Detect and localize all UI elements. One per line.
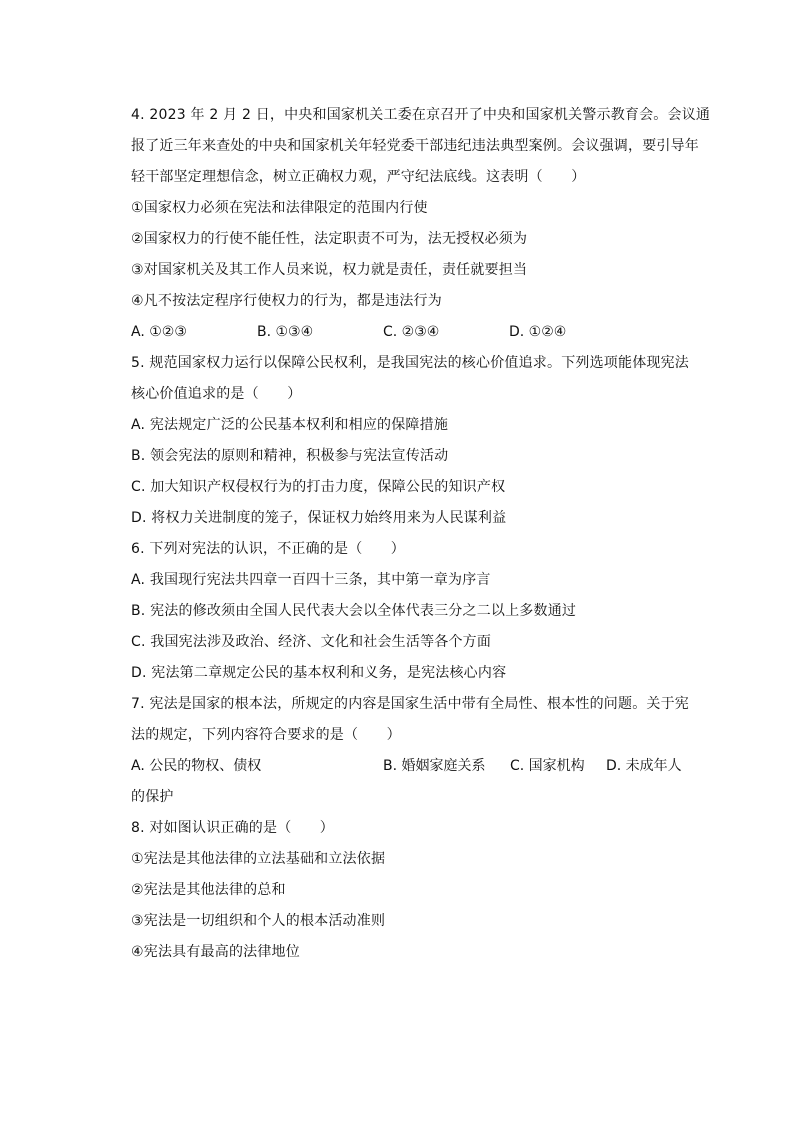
q7-option-a: A. 公民的物权、债权 bbox=[131, 758, 262, 774]
q4-option-a: A. ①②③ bbox=[131, 324, 187, 340]
q8-item-3: ③宪法是一切组织和个人的根本活动准则 bbox=[131, 913, 386, 929]
q4-option-d: D. ①②④ bbox=[509, 324, 567, 340]
q4-item-3: ③对国家机关及其工作人员来说，权力就是责任，责任就要担当 bbox=[131, 262, 528, 278]
q5-stem-line-1: 5. 规范国家权力运行以保障公民权利，是我国宪法的核心价值追求。下列选项能体现宪法 bbox=[131, 355, 690, 371]
q5-stem-line-2: 核心价值追求的是（ ） bbox=[131, 386, 302, 402]
q7-option-c: C. 国家机构 bbox=[510, 758, 585, 774]
q6-option-b: B. 宪法的修改须由全国人民代表大会以全体代表三分之二以上多数通过 bbox=[131, 603, 577, 619]
q4-option-b: B. ①③④ bbox=[257, 324, 314, 340]
q4-options bbox=[131, 317, 691, 348]
q6-option-d: D. 宪法第二章规定公民的基本权利和义务，是宪法核心内容 bbox=[131, 665, 507, 681]
q4-item-2: ②国家权力的行使不能任性，法定职责不可为，法无授权必须为 bbox=[131, 231, 528, 247]
q4-option-c: C. ②③④ bbox=[383, 324, 440, 340]
q8-stem-line-1: 8. 对如图认识正确的是（ ） bbox=[131, 820, 335, 836]
q4-item-1: ①国家权力必须在宪法和法律限定的范围内行使 bbox=[131, 200, 428, 216]
q8-item-2: ②宪法是其他法律的总和 bbox=[131, 882, 286, 898]
q5-option-d: D. 将权力关进制度的笼子，保证权力始终用来为人民谋利益 bbox=[131, 510, 507, 526]
q7-option-d-continued: 的保护 bbox=[131, 789, 174, 805]
q8-item-4: ④宪法具有最高的法律地位 bbox=[131, 944, 300, 960]
q7-option-b: B. 婚姻家庭关系 bbox=[383, 758, 486, 774]
q7-stem-line-1: 7. 宪法是国家的根本法，所规定的内容是国家生活中带有全局性、根本性的问题。关于宪 bbox=[131, 696, 690, 712]
q5-option-b: B. 领会宪法的原则和精神，积极参与宪法宣传活动 bbox=[131, 448, 449, 464]
q4-stem-line-2: 报了近三年来查处的中央和国家机关年轻党委干部违纪违法典型案例。会议强调，要引导年 bbox=[131, 138, 699, 154]
q4-stem-line-3: 轻干部坚定理想信念，树立正确权力观，严守纪法底线。这表明（ ） bbox=[131, 169, 586, 185]
q5-option-c: C. 加大知识产权侵权行为的打击力度，保障公民的知识产权 bbox=[131, 479, 506, 495]
q6-stem-line-1: 6. 下列对宪法的认识，不正确的是（ ） bbox=[131, 541, 406, 557]
q7-option-d: D. 未成年人 bbox=[606, 758, 682, 774]
q4-item-4: ④凡不按法定程序行使权力的行为，都是违法行为 bbox=[131, 293, 442, 309]
q6-option-c: C. 我国宪法涉及政治、经济、文化和社会生活等各个方面 bbox=[131, 634, 492, 650]
q4-stem-line-1: 4. 2023 年 2 月 2 日，中央和国家机关工委在京召开了中央和国家机关警示教育会。会议通 bbox=[131, 107, 711, 123]
q8-item-1: ①宪法是其他法律的立法基础和立法依据 bbox=[131, 851, 386, 867]
q5-option-a: A. 宪法规定广泛的公民基本权利和相应的保障措施 bbox=[131, 417, 449, 433]
q6-option-a: A. 我国现行宪法共四章一百四十三条，其中第一章为序言 bbox=[131, 572, 491, 588]
question-list bbox=[131, 100, 711, 968]
q7-stem-line-2: 法的规定，下列内容符合要求的是（ ） bbox=[131, 727, 401, 743]
q7-options bbox=[131, 751, 691, 782]
